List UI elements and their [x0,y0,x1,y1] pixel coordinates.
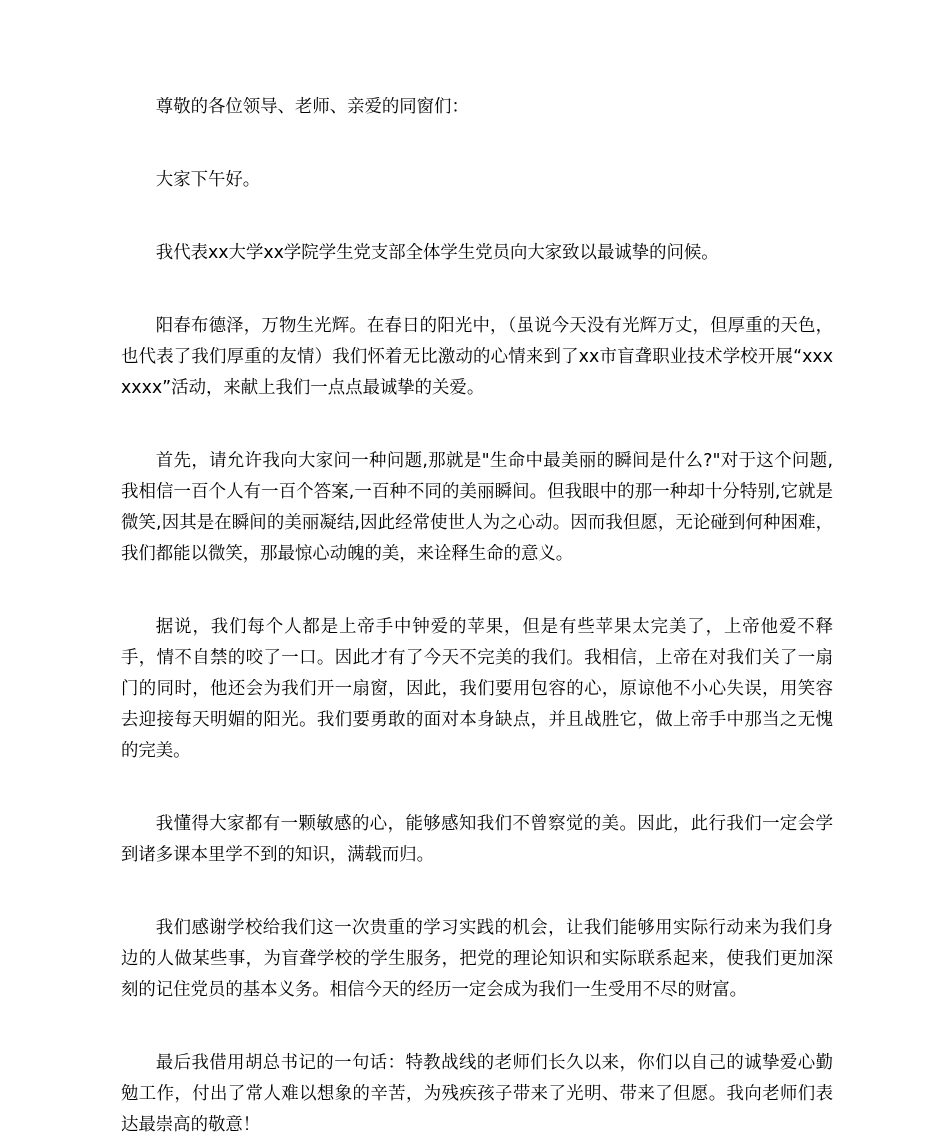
paragraph-representative-greeting: 我代表xx大学xx学院学生党支部全体学生党员向大家致以最诚挚的问候。 [155,243,719,263]
paragraph-apple-story: 据说，我们每个人都是上帝手中钟爱的苹果，但是有些苹果太完美了，上帝他爱不释手，情不自禁的咬了一口。因此才有了今天不完美的我们。我相信，上帝在对我们关了一扇门的同时，他还会为我们开一扇窗，因此，我们要用包容的心，原谅他不小心失误，用笑容去迎接每天明媚的阳光。我们要勇敢的面对本身缺点，并且战胜它，做上帝手中那当之无愧的完美。 [121,617,833,761]
greeting-salutation: 尊敬的各位领导、老师、亲爱的同窗们： [155,97,469,117]
paragraph-closing-tribute: 最后我借用胡总书记的一句话：特教战线的老师们长久以来，你们以自己的诚挚爱心勤勉工作，付出了常人难以想象的辛苦，为残疾孩子带来了光明、带来了但愿。我向老师们表达最崇高的敬意！ [121,1053,833,1135]
paragraph-thanks-school: 我们感谢学校给我们这一次贵重的学习实践的机会，让我们能够用实际行动来为我们身边的人做某些事，为盲聋学校的学生服务，把党的理论知识和实际联系起来，使我们更加深刻的记住党员的基本义务。相信今天的经历一定会成为我们一生受用不尽的财富。 [121,918,833,1000]
greeting-afternoon: 大家下午好。 [155,170,261,190]
paragraph-beautiful-moment: 首先，请允许我向大家问一种问题,那就是"生命中最美丽的瞬间是什么?"对于这个问题,我相信一百个人有一百个答案,一百种不同的美丽瞬间。但我眼中的那一种却十分特别,它就是微笑,因其是在瞬间的美丽凝结,因此经常使世人为之心动。因而我但愿，无论碰到何种困难，我们都能以微笑，那最惊心动魄的美，来诠释生命的意义。 [121,451,833,564]
paragraph-sensitive-heart: 我懂得大家都有一颗敏感的心，能够感知我们不曾察觉的美。因此，此行我们一定会学到诸多课本里学不到的知识，满载而归。 [121,814,833,865]
paragraph-spring-opening: 阳春布德泽，万物生光辉。在春日的阳光中，（虽说今天没有光辉万丈，但厚重的天色，也代表了我们厚重的友情）我们怀着无比激动的心情来到了xx市盲聋职业技术学校开展“xxxxxxx”活动，来献上我们一点点最诚挚的关爱。 [121,316,833,398]
speech-body [121,92,833,1141]
